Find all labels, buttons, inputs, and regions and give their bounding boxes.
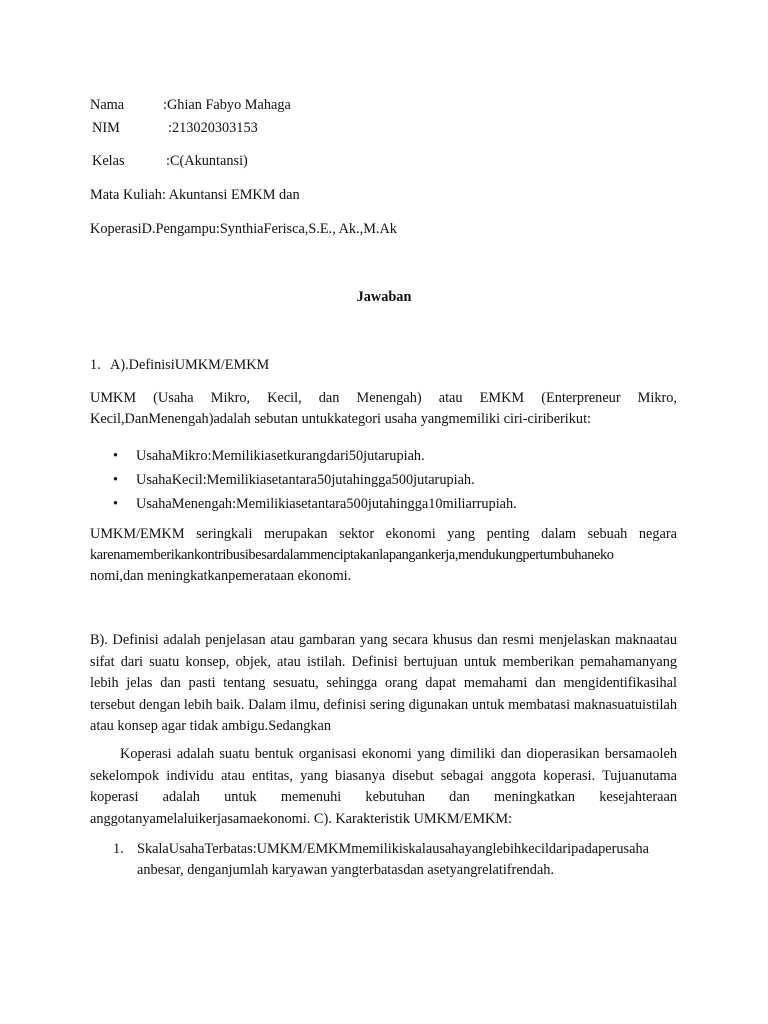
skala-usaha-item: SkalaUsahaTerbatas:UMKM/EMKMmemilikiskalausahayanglebihkecildaripadaperusaha anbesar, denganjumlah karyawan yangterbatasdan asetyangrelatifrendah. — [137, 841, 649, 878]
mata-kuliah-line: Mata Kuliah: Akuntansi EMKM dan — [90, 187, 300, 203]
umkm-intro-paragraph: UMKM (Usaha Mikro, Kecil, dan Menengah) atau EMKM (Enterpreneur Mikro, Kecil,DanMenengah)adalah sebutan untukkategori usaha yangmemiliki ciri-ciriberikut: — [90, 390, 677, 427]
nama-label: Nama — [90, 97, 125, 113]
bullet-text: UsahaMenengah:Memilikiasetantara500jutahingga10miliarrupiah. — [136, 496, 517, 512]
kelas-label: Kelas — [92, 153, 125, 169]
bullet-text: UsahaMikro:Memilikiasetkurangdari50jutarupiah. — [136, 448, 425, 464]
list-number: 1. — [113, 841, 124, 857]
bullet-icon: • — [113, 496, 119, 512]
koperasi-paragraph: Koperasi adalah suatu bentuk organisasi ekonomi yang dimiliki dan dioperasikan bersamaoleh sekelompok individu atau entitas, yang biasanya disebut sebagai anggota koperasi. Tujuanutama koperasi adalah untuk memenuhi kebutuhan dan meningkatkan kesejahteraan anggotanyamelaluikerjasamaekonomi. C). Karakteristik UMKM/EMKM: — [90, 746, 677, 827]
list-item — [113, 470, 475, 491]
kelas-value: :C(Akuntansi) — [166, 153, 248, 169]
paragraph-line: nomi,dan meningkatkanpemerataan ekonomi. — [90, 568, 352, 584]
bullet-icon: • — [113, 472, 119, 488]
definisi-paragraph: B). Definisi adalah penjelasan atau gambaran yang secara khusus dan resmi menjelaskan maknaatau sifat dari suatu konsep, objek, atau istilah. Definisi bertujuan untuk memberikan pemahamanyang lebih jelas dan pasti tentang sesuatu, sehingga orang dapat memahami dan mengidentifikasihal tersebut dengan lebih baik. Dalam ilmu, definisi sering digunakan untuk membatasi maknasuatuistilah atau konsep agar tidak ambigu.Sedangkan — [90, 632, 677, 734]
nim-label: NIM — [92, 120, 120, 136]
list-item — [113, 494, 517, 515]
umkm-importance-paragraph — [90, 524, 677, 587]
bullet-icon: • — [113, 448, 119, 464]
list-item — [113, 446, 425, 467]
paragraph-line: UMKM/EMKM seringkali merupakan sektor ekonomi yang penting dalam sebuah negara — [90, 526, 677, 542]
section-number: 1. — [90, 357, 101, 373]
pengampu-line: KoperasiD.Pengampu:SynthiaFerisca,S.E., Ak.,M.Ak — [90, 221, 397, 237]
page-title: Jawaban — [356, 289, 412, 305]
nim-value: :213020303153 — [168, 120, 258, 136]
section-heading: A).DefinisiUMKM/EMKM — [110, 357, 270, 373]
nama-value: :Ghian Fabyo Mahaga — [163, 97, 291, 113]
paragraph-line: karenamemberikankontribusibesardalammenciptakanlapangankerja,mendukungpertumbuhaneko — [90, 547, 614, 563]
bullet-text: UsahaKecil:Memilikiasetantara50jutahingga500jutarupiah. — [136, 472, 475, 488]
